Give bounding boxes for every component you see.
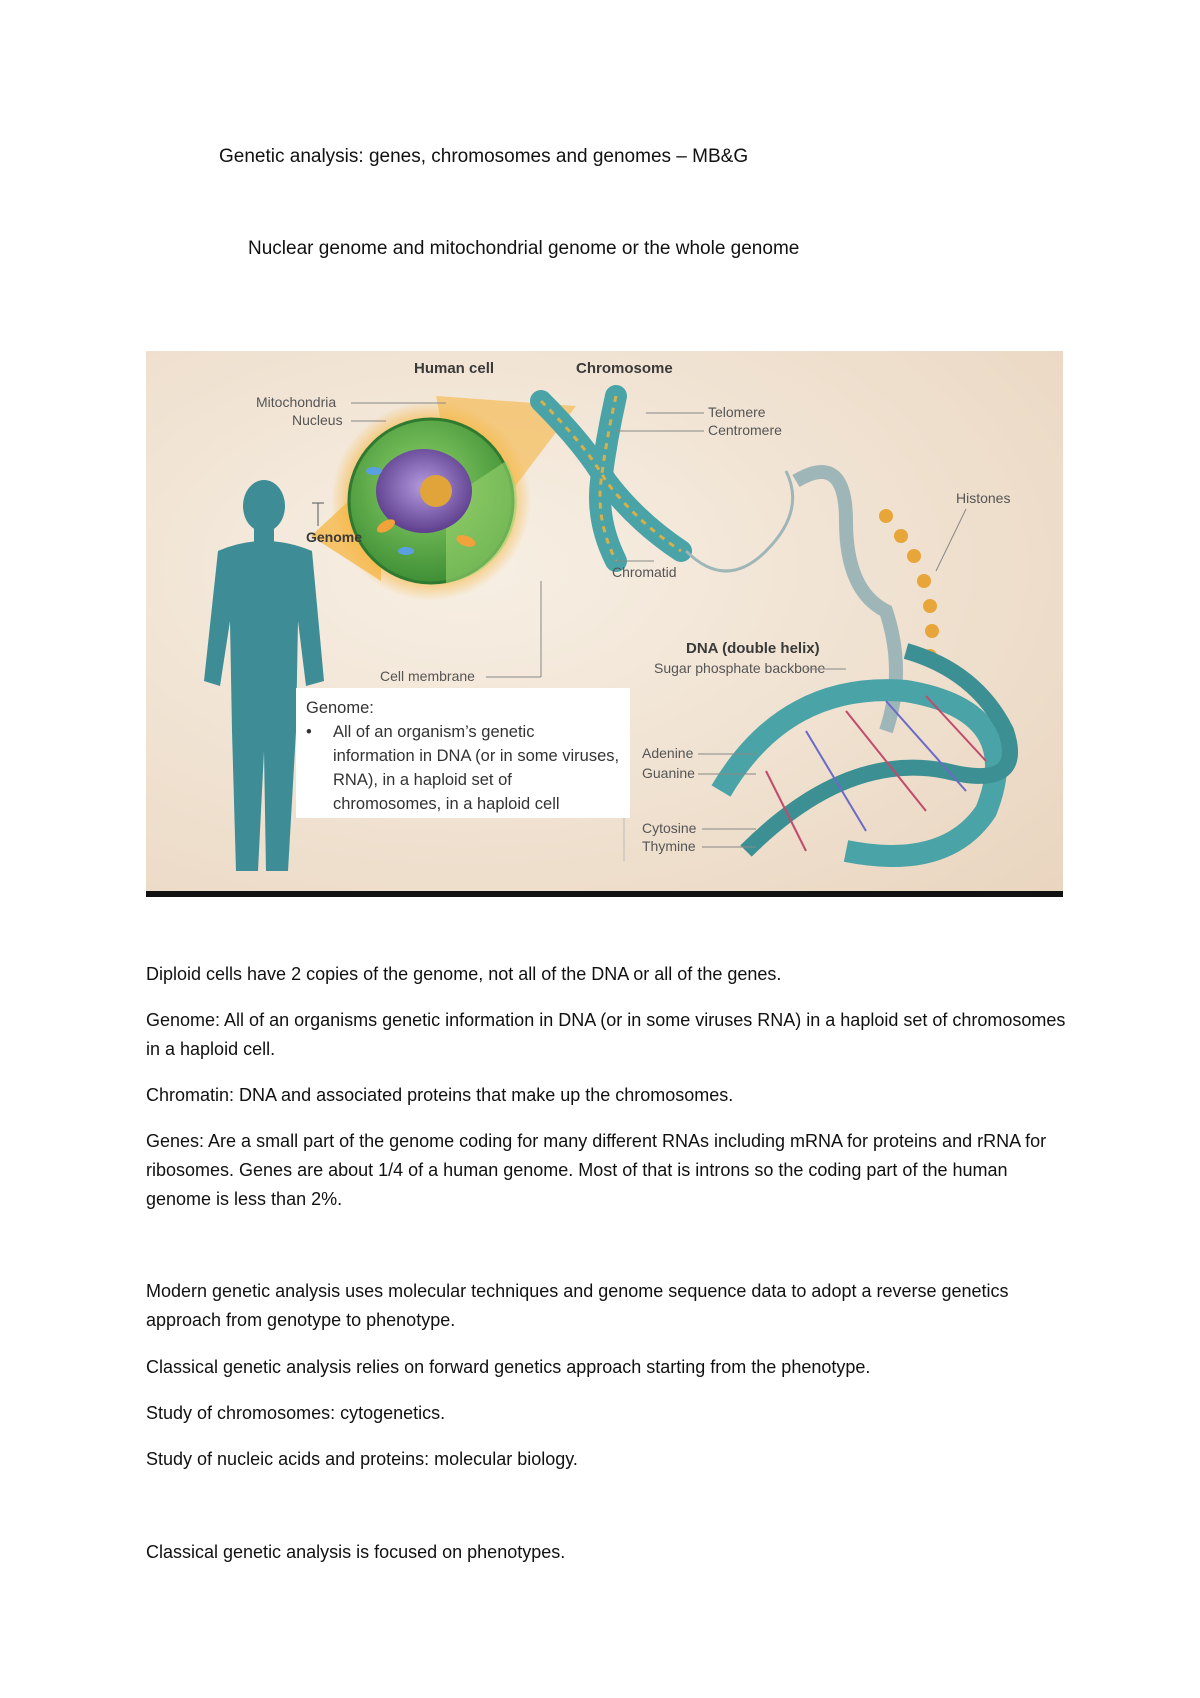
label-nucleus: Nucleus (292, 412, 343, 428)
label-genome: Genome (306, 529, 363, 545)
label-mitochondria: Mitochondria (256, 394, 337, 410)
label-histones: Histones (956, 490, 1011, 506)
label-cytosine: Cytosine (642, 820, 697, 836)
label-sugar-phosphate-backbone: Sugar phosphate backbone (654, 660, 826, 676)
label-centromere: Centromere (708, 422, 782, 438)
genome-callout-box (296, 688, 630, 818)
heading-dna: DNA (double helix) (686, 640, 820, 657)
label-chromatid: Chromatid (612, 564, 677, 580)
paragraph-chromatin: Chromatin: DNA and associated proteins that make up the chromosomes. (146, 1085, 734, 1105)
callout-heading: Genome: (306, 699, 374, 717)
callout-bullet-marker: • (306, 723, 312, 741)
label-adenine: Adenine (642, 745, 694, 761)
heading-human-cell: Human cell (414, 360, 495, 377)
label-telomere: Telomere (708, 404, 766, 420)
paragraph-molecular-biology: Study of nucleic acids and proteins: molecular biology. (146, 1449, 578, 1469)
document-subtitle: Nuclear genome and mitochondrial genome or the whole genome (248, 238, 800, 259)
paragraph-modern-analysis: Modern genetic analysis uses molecular techniques and genome sequence data to adopt a reverse genetics approach from genotype to phenotype. (146, 1281, 1009, 1330)
document-title: Genetic analysis: genes, chromosomes and genomes – MB&G (219, 146, 749, 167)
paragraph-genome-definition: Genome: All of an organisms genetic information in DNA (or in some viruses RNA) in a haploid set of chromosomes in a haploid cell. (146, 1010, 1066, 1059)
paragraph-genes: Genes: Are a small part of the genome coding for many different RNAs including mRNA for proteins and rRNA for ribosomes. Genes are about 1/4 of a human genome. Most of that is introns so the coding part of the human genome is less than 2%. (146, 1131, 1047, 1209)
label-cell-membrane: Cell membrane (380, 668, 475, 684)
paragraph-cytogenetics: Study of chromosomes: cytogenetics. (146, 1403, 446, 1423)
paragraph-classical-forward: Classical genetic analysis relies on forward genetics approach starting from the phenotype. (146, 1357, 871, 1377)
callout-bullet-item (306, 720, 620, 816)
paragraph-classical-phenotypes: Classical genetic analysis is focused on phenotypes. (146, 1542, 566, 1562)
paragraph-diploid: Diploid cells have 2 copies of the genome, not all of the DNA or all of the genes. (146, 964, 782, 984)
human-cell-illustration (331, 401, 531, 601)
callout-bullet-text: All of an organism’s genetic information in DNA (or in some viruses, RNA), in a haploid set of chromosomes, in a haploid cell (333, 723, 620, 813)
figure-bottom-border (146, 891, 1063, 897)
heading-chromosome: Chromosome (576, 360, 673, 377)
label-thymine: Thymine (642, 838, 696, 854)
label-guanine: Guanine (642, 765, 695, 781)
